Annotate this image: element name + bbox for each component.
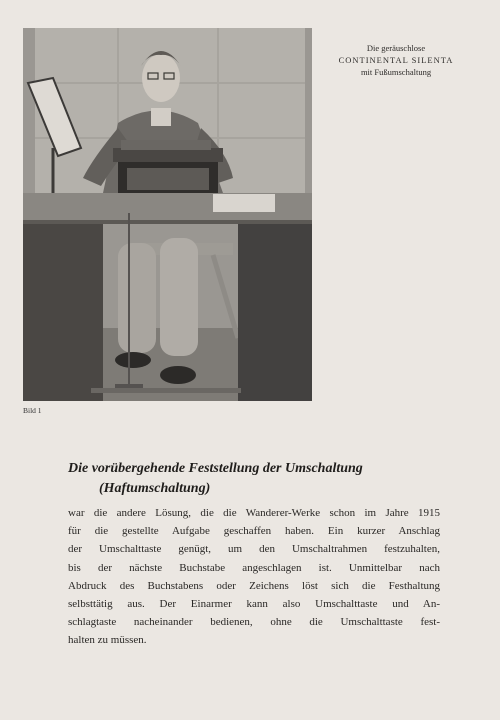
body-line: war die andere Lösung, die die Wanderer-Werke schon im Jahre 1915 [68,507,440,519]
body-paragraph [68,504,440,650]
body-line: für die gestellte Aufgabe geschaffen haben. Ein kurzer Anschlag [68,525,440,538]
body-line: schlagtaste nacheinander bedienen, ohne die Umschalttaste fest- [68,616,440,629]
caption-model-name: CONTINENTAL SILENTA [338,55,454,65]
figure-label: Bild 1 [23,406,42,415]
body-line: Abdruck des Buchstabens oder Zeichens löst sich die Festhaltung [68,579,440,592]
body-line: bis der nächste Buchstabe angeschlagen ist. Unmittelbar nach [68,561,440,574]
body-line: selbsttätig aus. Der Einarmer kann also Umschalttaste und An- [68,598,440,611]
heading-line-1: Die vorübergehende Feststellung der Umschaltung [68,461,363,476]
section-heading [68,459,448,499]
caption-line-3: mit Fußumschaltung [360,67,432,77]
typist-photograph [23,28,312,401]
photo-caption [326,42,466,78]
caption-line-1: Die geräuschlose [366,43,426,53]
body-line: der Umschalttaste genügt, um den Umschaltrahmen festzuhalten, [68,543,440,556]
body-line: halten zu müssen. [68,634,147,647]
heading-line-2: (Haftumschaltung) [99,481,211,496]
